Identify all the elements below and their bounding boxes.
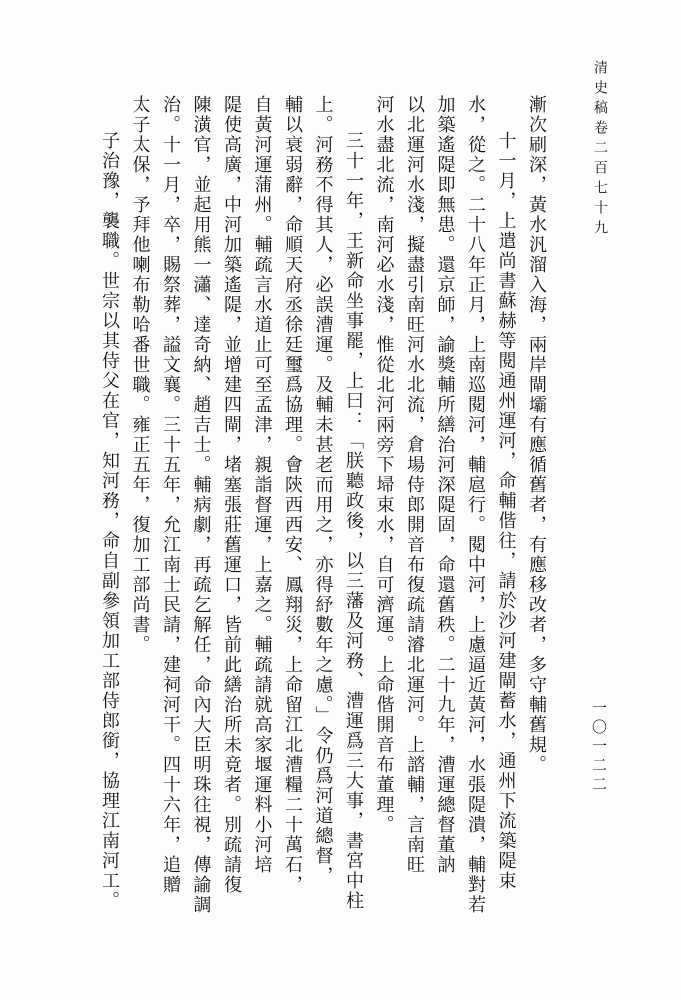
text-column: 上。河務不得其人，必誤漕運。及輔未甚老而用之，亦得紓數年之慮。」令仍爲河道總督， xyxy=(312,95,334,886)
text-column: 陳潢官，並起用熊一瀟、達奇納、趙吉士。輔病劇，再疏乞解任，命內大臣明珠往視，傳諭調 xyxy=(190,95,212,915)
text-column: 太子太保，予拜他喇布勒哈番世職。雍正五年，復加工部尚書。 xyxy=(129,95,151,655)
text-column: 三十一年，王新命坐事罷，上曰：「朕聽政後，以三藩及河務、漕運爲三大事，書宮中柱 xyxy=(343,131,364,911)
text-column: 自黃河運蒲州。輔疏言水道止可至孟津，親詣督運，上嘉之。輔疏請就高家堰運料小河培 xyxy=(251,95,273,875)
page-number: 一〇一二二 xyxy=(590,700,608,795)
text-column: 隄使高廣，中河加築遙隄，並增建四閘，堵塞張莊舊運口，皆前此繕治所未竟者。別疏請復 xyxy=(221,95,242,895)
text-body xyxy=(94,95,552,955)
text-column: 加築遙隄即無患。還京師，諭獎輔所繕治河深隄固，命還舊秩。二十九年，漕運總督董訥 xyxy=(434,95,456,875)
text-column: 子治豫，襲職。世宗以其侍父在官，知河務，命自副參領加工部侍郎銜，協理江南河工。 xyxy=(99,131,120,911)
running-header: 清史稿卷二百七十九 xyxy=(592,60,608,240)
text-column: 以北運河水淺，擬盡引南旺河水北流，倉場侍郎開音布復疏請濬北運河。上諮輔，言南旺 xyxy=(404,95,425,875)
text-column: 水，從之。二十八年正月，上南巡閱河，輔扈行。閱中河，上慮逼近黃河，水張隄潰，輔對若 xyxy=(465,95,486,915)
text-column: 治。十一月，卒，賜祭葬，謚文襄。三十五年，允江南士民請，建祠河干。四十六年，追贈 xyxy=(160,95,181,895)
text-column: 漸次刷深，黃水汎溜入海，兩岸閘壩有應循舊者，有應移改者，多守輔舊規。 xyxy=(526,95,547,775)
text-column: 輔以衰弱辭，命順天府丞徐廷璽爲協理。會陝西西安、鳳翔災，上命留江北漕糧二十萬石， xyxy=(282,95,303,895)
text-column: 河水盡北流，南河必水淺，惟從北河兩旁下埽束水，自可濟運。上命偕開音布董理。 xyxy=(373,95,395,835)
text-column: 十一月，上遣尚書蘇赫等閱通州運河，命輔偕往，請於沙河建閘蓄水，通州下流築隄束 xyxy=(495,131,517,891)
